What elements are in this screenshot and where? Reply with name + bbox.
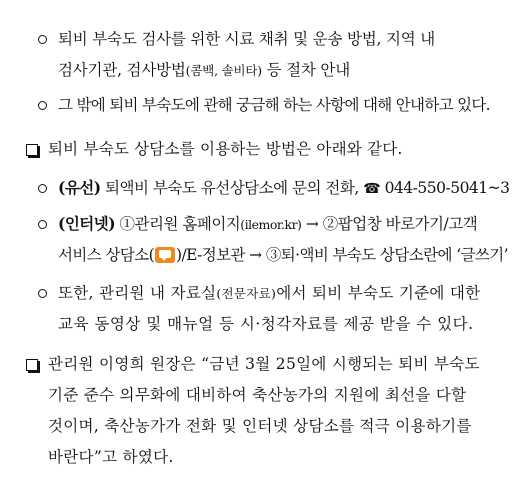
section-2-line-4: 바란다”고 하였다.: [48, 448, 174, 466]
circle-bullet-icon: [38, 101, 47, 110]
homepage-url: (ilemor.kr): [240, 217, 302, 232]
circle-bullet-icon: [38, 35, 47, 44]
bullet-5-text-b: (전문자료): [216, 286, 277, 301]
phone-text: 퇴액비 부숙도 유선상담소에 문의 전화,: [100, 179, 364, 197]
bullet-4-line-2: [58, 246, 508, 264]
chat-bubble-icon: [155, 247, 175, 263]
bullet-1-text-b: (콤백, 솔비타): [185, 63, 262, 78]
bullet-1-text-a: 검사기관, 검사방법: [58, 61, 186, 79]
bullet-5-text-c: 에서 퇴비 부숙도 기준에 대한: [276, 284, 481, 302]
internet-text-c: → ②팝업창 바로가기/고객: [301, 215, 478, 233]
internet-tag: (인터넷): [58, 214, 116, 233]
phone-tag: (유선): [58, 178, 101, 197]
section-2-line-3: 것이며, 축산농가가 전화 및 인터넷 상담소를 적극 이용하기를: [48, 417, 472, 435]
bullet-1-line-2: [58, 61, 350, 80]
section-1-line-1: 퇴비 부숙도 상담소를 이용하는 방법은 아래와 같다.: [48, 140, 403, 158]
phone-number: 044-550-5041~3: [380, 179, 510, 197]
bullet-5-line-1: [58, 284, 480, 303]
internet-text-d: 서비스 상담소(: [58, 246, 155, 264]
bullet-1-line-1: 퇴비 부숙도 검사를 위한 시료 채취 및 운송 방법, 지역 내: [58, 30, 436, 48]
bullet-1-text-c: 등 절차 안내: [261, 61, 350, 79]
bullet-2-line-1: 그 밖에 퇴비 부숙도에 관해 궁금해 하는 사항에 대해 안내하고 있다.: [58, 96, 490, 114]
internet-text-a: ①관리원 홈페이지: [115, 215, 241, 233]
circle-bullet-icon: [38, 289, 47, 298]
section-2-line-1: 관리원 이영희 원장은 “금년 3월 25일에 시행되는 퇴비 부숙도: [48, 355, 480, 373]
phone-icon: ☎: [363, 181, 381, 197]
internet-text-e: )/E-정보관 → ③퇴·액비 부숙도 상담소란에 ‘글쓰기’: [176, 246, 508, 264]
section-2-line-2: 기준 준수 의무화에 대비하여 축산농가의 지원에 최선을 다할: [48, 386, 467, 404]
bullet-5-line-2: 교육 동영상 및 매뉴얼 등 시·청각자료를 제공 받을 수 있다.: [58, 315, 474, 333]
square-bullet-icon: [26, 144, 38, 156]
circle-bullet-icon: [38, 220, 47, 229]
circle-bullet-icon: [38, 184, 47, 193]
bullet-3-line-1: [58, 179, 510, 198]
square-bullet-icon: [26, 359, 38, 371]
bullet-4-line-1: [58, 215, 477, 234]
bullet-5-text-a: 또한, 관리원 내 자료실: [58, 284, 217, 302]
